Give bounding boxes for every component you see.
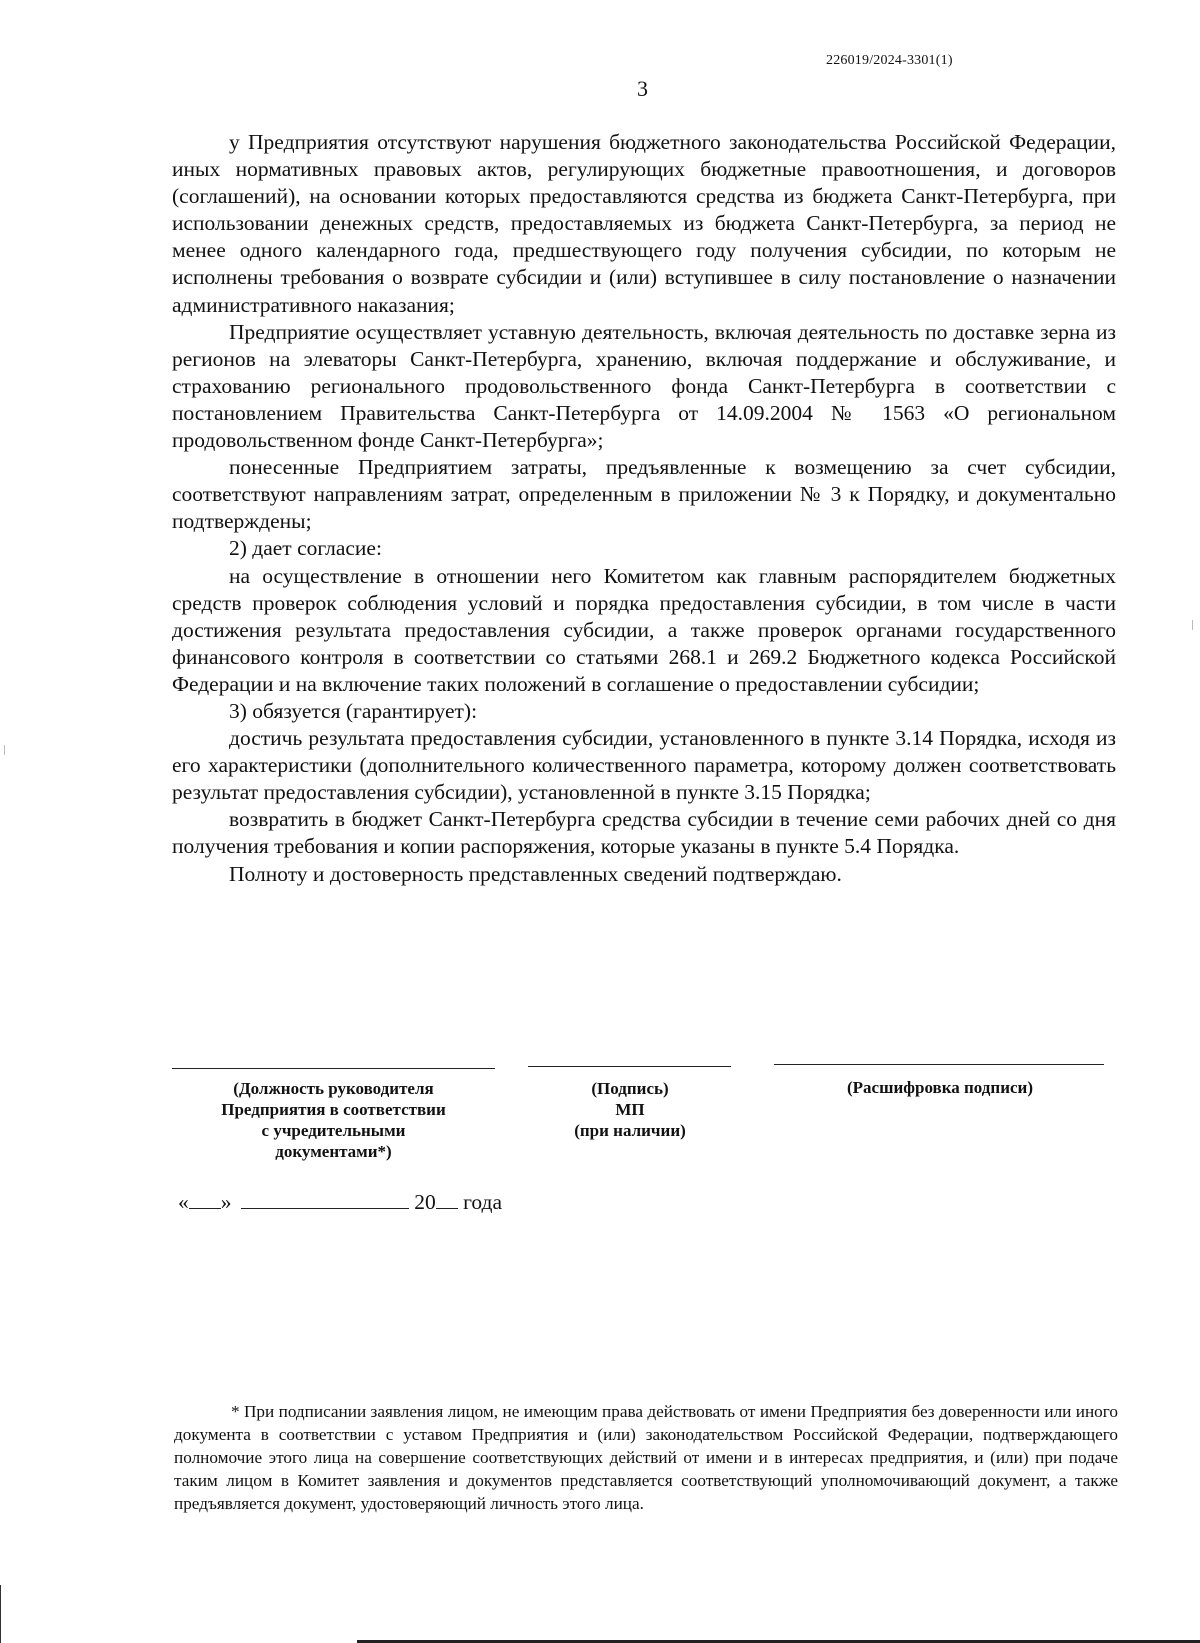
paragraph-achieve-result: достичь результата предоставления субсидии, установленного в пункте 3.14 Порядка, исходя из его характеристики (дополнительного количественного параметра, которому должен соответствовать результат предоставления субсидии), установленной в пункте 3.15 Порядка; bbox=[172, 726, 1116, 805]
paragraph-no-violations: у Предприятия отсутствуют нарушения бюджетного законодательства Российской Федерации, иных нормативных правовых актов, регулирующих бюджетные правоотношения, и договоров (соглашений), на основании которых предоставляются средства из бюджета Санкт-Петербурга, при использовании денежных средств, предоставляемых из бюджета Санкт-Петербурга, за период не менее одного календарного года, предшествующего году получения субсидии, по которым не исполнены требования о возврате субсидии и (или) вступившее в силу постановление о назначении административного наказания; bbox=[172, 130, 1116, 317]
year-suffix: года bbox=[463, 1190, 503, 1214]
year-blank bbox=[436, 1190, 458, 1209]
paragraph-confirmation: Полноту и достоверность представленных сведений подтверждаю. bbox=[229, 861, 842, 886]
paragraph-statutory-activity: Предприятие осуществляет уставную деятельность, включая деятельность по доставке зерна из регионов на элеваторы Санкт-Петербурга, хранению, включая поддержание и обслуживание, и страхованию регионального продовольственного фонда Санкт-Петербурга в соответствии с постановлением Правительства Санкт-Петербурга от 14.09.2004 № 1563 «О региональном продовольственном фонде Санкт-Петербурга»; bbox=[172, 319, 1116, 453]
document-number: 226019/2024-3301(1) bbox=[826, 53, 953, 68]
date-line bbox=[178, 1190, 502, 1215]
paragraph-inspections: на осуществление в отношении него Комитетом как главным распорядителем бюджетных средств проверок соблюдения условий и порядка предоставления субсидии, в том числе в части достижения результата предоставления субсидии, а также проверок органами государственного финансового контроля в соответствии со статьями 268.1 и 269.2 Бюджетного кодекса Российской Федерации и на включение таких положений в соглашение о предоставлении субсидии; bbox=[172, 563, 1116, 696]
caption-line: (Должность руководителя bbox=[233, 1079, 434, 1098]
date-close-quote: » bbox=[220, 1190, 232, 1214]
month-blank bbox=[241, 1190, 409, 1209]
list-item-consent: 2) дает согласие: bbox=[229, 536, 382, 561]
footnote-text: * При подписании заявления лицом, не имеющим права действовать от имени Предприятия без доверенности или иного документа в соответствии с уставом Предприятия и (или) законодательством Российской Федерации, подтверждающего полномочие этого лица на совершение соответствующих действий от имени и в интересах предприятия, и (или) при подаче таким лицом в Комитет заявления и документов представляется соответствующий уполномочивающий документ, а также предъявляется документ, удостоверяющий личность этого лица. bbox=[174, 1402, 1118, 1513]
signature-caption bbox=[540, 1078, 720, 1141]
list-item-obligations: 3) обязуется (гарантирует): bbox=[229, 698, 478, 723]
caption-line: с учредительными bbox=[261, 1121, 406, 1140]
scan-edge-left bbox=[0, 1585, 1, 1643]
day-blank bbox=[189, 1190, 221, 1209]
document-body bbox=[172, 129, 1116, 888]
signature-line-signature bbox=[528, 1066, 731, 1067]
decryption-caption: (Расшифровка подписи) bbox=[847, 1078, 1033, 1097]
date-open-quote: « bbox=[178, 1190, 189, 1214]
signature-line-decryption bbox=[774, 1064, 1104, 1065]
year-prefix: 20 bbox=[414, 1190, 436, 1214]
position-caption bbox=[180, 1078, 487, 1162]
caption-line: (при наличии) bbox=[574, 1121, 686, 1140]
scan-speck bbox=[4, 745, 5, 755]
caption-line: документами*) bbox=[275, 1142, 392, 1161]
page-number: 3 bbox=[637, 76, 648, 101]
paragraph-return-funds: возвратить в бюджет Санкт-Петербурга средства субсидии в течение семи рабочих дней со дня получения требования и копии распоряжения, которые указаны в пункте 5.4 Порядка. bbox=[172, 807, 1116, 859]
signature-line-position bbox=[172, 1068, 495, 1069]
caption-line: МП bbox=[615, 1100, 645, 1119]
scan-speck bbox=[1192, 620, 1193, 630]
caption-line: (Подпись) bbox=[591, 1079, 669, 1098]
footnote bbox=[174, 1400, 1118, 1515]
caption-line: Предприятия в соответствии bbox=[221, 1100, 446, 1119]
paragraph-costs: понесенные Предприятием затраты, предъявленные к возмещению за счет субсидии, соответствуют направлениям затрат, определенным в приложении № 3 к Порядку, и документально подтверждены; bbox=[172, 455, 1116, 534]
